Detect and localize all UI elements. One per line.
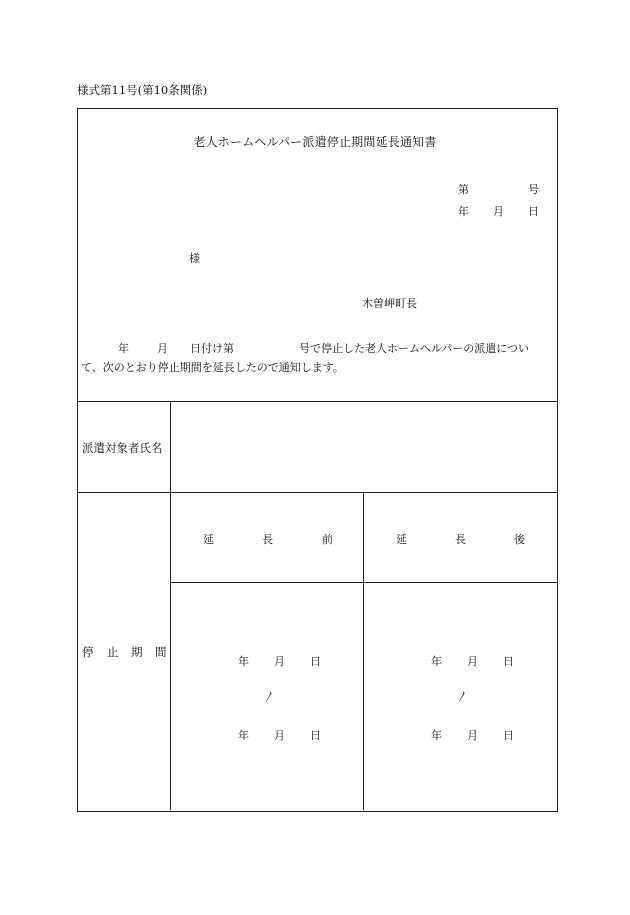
divider-name-row xyxy=(77,492,557,493)
issue-date-month: 月 xyxy=(493,205,504,218)
issue-date-year: 年 xyxy=(458,205,469,218)
period-label-char-2: 止 xyxy=(107,645,119,659)
before-start-month: 月 xyxy=(274,655,285,668)
before-start-year: 年 xyxy=(238,655,249,668)
after-end-month: 月 xyxy=(467,729,478,742)
target-name-field[interactable] xyxy=(172,403,554,491)
doc-number-prefix: 第 xyxy=(458,183,469,196)
after-end-day: 日 xyxy=(503,729,514,742)
body-line2: て、次のとおり停止期間を延長したので通知します。 xyxy=(81,361,344,374)
body-day-number-prefix: 日付け第 xyxy=(190,342,234,355)
before-end-year: 年 xyxy=(238,729,249,742)
period-label-char-4: 間 xyxy=(155,645,167,659)
after-header-char-1: 延 xyxy=(396,533,407,546)
divider-label-column xyxy=(170,401,171,810)
period-label-char-1: 停 xyxy=(82,645,94,659)
body-month: 月 xyxy=(157,342,168,355)
after-header-char-2: 長 xyxy=(455,533,466,546)
body-year: 年 xyxy=(118,342,129,355)
issue-date-day: 日 xyxy=(528,205,539,218)
after-start-day: 日 xyxy=(503,655,514,668)
divider-before-after xyxy=(363,492,364,810)
before-range-mark: 〳 xyxy=(264,690,275,703)
before-start-day: 日 xyxy=(310,655,321,668)
document-title: 老人ホームヘルパー派遣停止期間延長通知書 xyxy=(193,135,437,149)
divider-header xyxy=(77,401,557,402)
after-end-year: 年 xyxy=(431,729,442,742)
form-number-label: 様式第11号(第10条関係) xyxy=(77,83,208,97)
before-header-char-2: 長 xyxy=(262,533,273,546)
doc-number-suffix: 号 xyxy=(528,183,539,196)
before-header-char-3: 前 xyxy=(322,533,333,546)
period-label-char-3: 期 xyxy=(131,645,143,659)
target-name-label: 派遣対象者氏名 xyxy=(82,441,163,455)
after-range-mark: 〳 xyxy=(457,690,468,703)
body-line1-rest: 号で停止した老人ホームヘルパーの派遣につい xyxy=(299,342,530,355)
after-header-char-3: 後 xyxy=(514,533,525,546)
addressee-suffix: 様 xyxy=(189,252,200,265)
before-end-day: 日 xyxy=(310,729,321,742)
before-header-char-1: 延 xyxy=(203,533,214,546)
sender-name: 木曽岬町長 xyxy=(362,297,417,310)
after-start-year: 年 xyxy=(431,655,442,668)
before-end-month: 月 xyxy=(274,729,285,742)
after-start-month: 月 xyxy=(467,655,478,668)
